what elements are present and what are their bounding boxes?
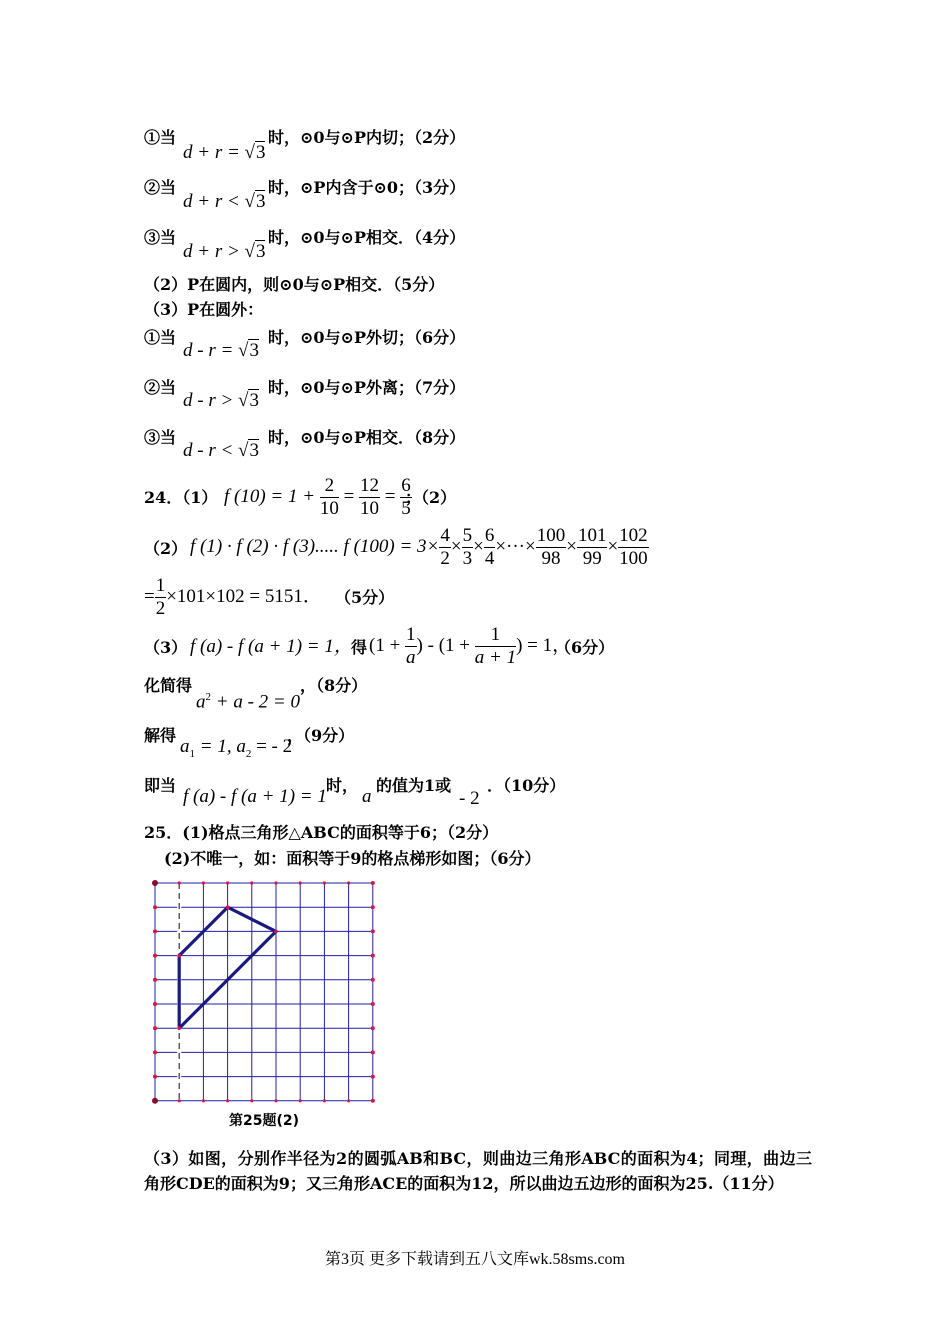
- case-suffix-2: 时，⊙P内含于⊙0；（3分）: [268, 178, 466, 197]
- solve-equation: $a_1 = 1$, $a_2$ = - 2: [180, 736, 293, 760]
- fraction: $\frac{102}{100}$: [619, 525, 648, 569]
- lattice-dot: [153, 929, 157, 933]
- lattice-dot: [226, 881, 229, 884]
- corner-dot: [152, 1098, 158, 1104]
- page-footer: 第3页 更多下载请到五八文库wk.58sms.com: [324, 1251, 625, 1268]
- lattice-dot: [299, 881, 302, 884]
- formula-diff-lt: d - r < √3: [183, 440, 259, 461]
- fraction: $\frac{100}{98}$: [536, 525, 566, 569]
- case-prefix: ①当: [144, 328, 177, 347]
- case-prefix: ③当: [144, 428, 177, 447]
- lattice-dot: [323, 1099, 326, 1102]
- case-line-2: [144, 178, 176, 198]
- lattice-dot: [202, 881, 205, 884]
- solve-label: 解得: [144, 726, 177, 745]
- lattice-dot: [250, 1099, 253, 1102]
- case-prefix: ③当: [144, 228, 177, 247]
- trapezoid-vertex-dot: [226, 905, 230, 909]
- lattice-dot: [347, 1099, 350, 1102]
- lattice-dot: [371, 929, 375, 933]
- corner-dot: [152, 880, 158, 886]
- lattice-dot: [178, 881, 181, 884]
- q24-result-score: （5分）: [335, 588, 395, 607]
- formula-sum-eq: d + r = √3: [183, 142, 266, 163]
- case-prefix: ①当: [144, 128, 177, 147]
- case-suffix-6: 时，⊙0与⊙P外切；（6分）: [268, 328, 466, 347]
- fraction: $\frac{1}{2}$: [155, 575, 166, 619]
- lattice-dot: [153, 1026, 157, 1030]
- q25-part1: 25．(1)格点三角形△ABC的面积等于6；（2分）: [144, 823, 499, 842]
- q24-product-formula: f (1) · f (2) · f (3)..... f (100) = 3× $\frac{4}{2}$ × $\frac{5}{3}$ × $\frac{6}{4}$ ×···× $\frac{100}{98}$ × $\frac{101}{99}$ × $\frac{102}{100}$: [190, 525, 648, 569]
- simplify-label: 化简得: [144, 676, 193, 695]
- final-equation: f (a) - f (a + 1) = 1: [183, 786, 327, 807]
- lattice-dot: [323, 881, 326, 884]
- trapezoid-vertex-dot: [177, 1026, 181, 1030]
- trapezoid-vertex-dot: [274, 930, 278, 934]
- lattice-grid-figure: [148, 876, 380, 1108]
- fraction: $\frac{6}{4}$: [484, 525, 495, 569]
- lattice-dot: [371, 954, 375, 958]
- q25-part3-paragraph: （3）如图，分别作半径为2的圆弧AB和BC，则曲边三角形ABC的面积为4；同理，曲边三角形CDE的面积为9；又三角形ACE的面积为12，所以曲边五边形的面积为25.（11分）: [144, 1149, 812, 1193]
- fraction: $\frac{4}{2}$: [440, 525, 450, 569]
- formula-sum-lt: d + r < √3: [183, 191, 266, 212]
- fraction: $\frac{101}{99}$: [577, 525, 607, 569]
- case-line-1: [144, 128, 176, 148]
- lattice-dot: [153, 954, 157, 958]
- q24-p3-get: 得: [351, 638, 368, 657]
- q24-label: 24．（1）: [144, 488, 218, 507]
- lattice-dot: [371, 1099, 375, 1103]
- case-suffix-3: 时，⊙0与⊙P相交．（4分）: [268, 228, 466, 247]
- case-line-6: [144, 328, 176, 348]
- formula-diff-gt: d - r > √3: [183, 390, 259, 411]
- lattice-dot: [371, 1026, 375, 1030]
- fraction: $\frac{5}{3}$: [462, 525, 473, 569]
- lattice-dot: [347, 881, 350, 884]
- final-text: 的值为1或: [376, 776, 452, 795]
- final-neg: - 2: [459, 788, 480, 809]
- final-score: ．（10分）: [487, 776, 566, 795]
- q24-p3-score: （6分）: [555, 638, 615, 657]
- solve-score: ，（9分）: [287, 726, 355, 745]
- lattice-dot: [202, 1099, 205, 1102]
- lattice-dot: [250, 881, 253, 884]
- final-mid: 时，: [326, 776, 359, 795]
- lattice-dot: [153, 978, 157, 982]
- case-prefix: ②当: [144, 178, 177, 197]
- lattice-dot: [371, 1075, 375, 1079]
- q24-p3-expanded: (1 + $\frac{1}{a}$ ) - (1 + $\frac{1}{a + 1}$ ) = 1，: [369, 624, 572, 668]
- simplify-score: ，（8分）: [300, 676, 368, 695]
- lattice-dot: [371, 1050, 375, 1054]
- q25-part2: (2)不唯一，如：面积等于9的格点梯形如图；（6分）: [164, 849, 541, 868]
- case-suffix-7: 时，⊙0与⊙P外离；（7分）: [268, 378, 466, 397]
- lattice-dot: [274, 1099, 277, 1102]
- case-line-3: [144, 228, 176, 248]
- lattice-dot: [371, 978, 375, 982]
- lattice-dot: [178, 1099, 181, 1102]
- fraction: $\frac{1}{a}$: [406, 624, 416, 668]
- formula-sum-gt: d + r > √3: [183, 241, 266, 262]
- lattice-dot: [153, 1002, 157, 1006]
- fraction: $\frac{2}{10}$: [319, 475, 339, 519]
- lattice-dot: [274, 881, 277, 884]
- inside-circle-line: （2）P在圆内，则⊙0与⊙P相交．（5分）: [144, 275, 445, 294]
- lattice-dot: [226, 1099, 229, 1102]
- simplify-equation: $a^2 + a - 2 = 0$: [196, 691, 300, 713]
- case-prefix: ②当: [144, 378, 177, 397]
- trapezoid-vertex-dot: [177, 954, 181, 958]
- case-line-7: [144, 378, 176, 398]
- final-label: 即当: [144, 776, 177, 795]
- case-line-8: [144, 428, 176, 448]
- lattice-dot: [299, 1099, 302, 1102]
- formula-diff-eq: d - r = √3: [183, 340, 259, 361]
- case-suffix-8: 时，⊙0与⊙P相交．（8分）: [268, 428, 466, 447]
- final-variable: a: [362, 786, 372, 807]
- q24-p3-equation: f (a) - f (a + 1) = 1，: [190, 636, 353, 657]
- lattice-dot: [371, 881, 375, 885]
- case-suffix-1: 时，⊙0与⊙P内切；（2分）: [268, 128, 466, 147]
- lattice-dot: [153, 1050, 157, 1054]
- lattice-dot: [371, 905, 375, 909]
- figure-caption: 第25题(2): [229, 1113, 300, 1129]
- fraction: $\frac{6}{5}$: [401, 475, 411, 519]
- outside-circle-heading: （3）P在圆外：: [144, 300, 264, 319]
- q24-result-formula: = $\frac{1}{2}$ ×101×102 = 5151．: [144, 575, 322, 619]
- q24-f10-tail: ；（2）: [405, 488, 457, 507]
- lattice-dot: [153, 1075, 157, 1079]
- lattice-dot: [153, 905, 157, 909]
- fraction: $\frac{1}{a + 1}$: [474, 624, 517, 668]
- q24-f10-formula: f (10) = 1 + $\frac{2}{10}$ = $\frac{12}{10}$ = $\frac{6}{5}$: [224, 475, 411, 519]
- q24-p2-label: （2）: [144, 539, 188, 558]
- q24-p3-label: （3）: [144, 638, 188, 657]
- fraction: $\frac{12}{10}$: [360, 475, 380, 519]
- lattice-dot: [371, 1002, 375, 1006]
